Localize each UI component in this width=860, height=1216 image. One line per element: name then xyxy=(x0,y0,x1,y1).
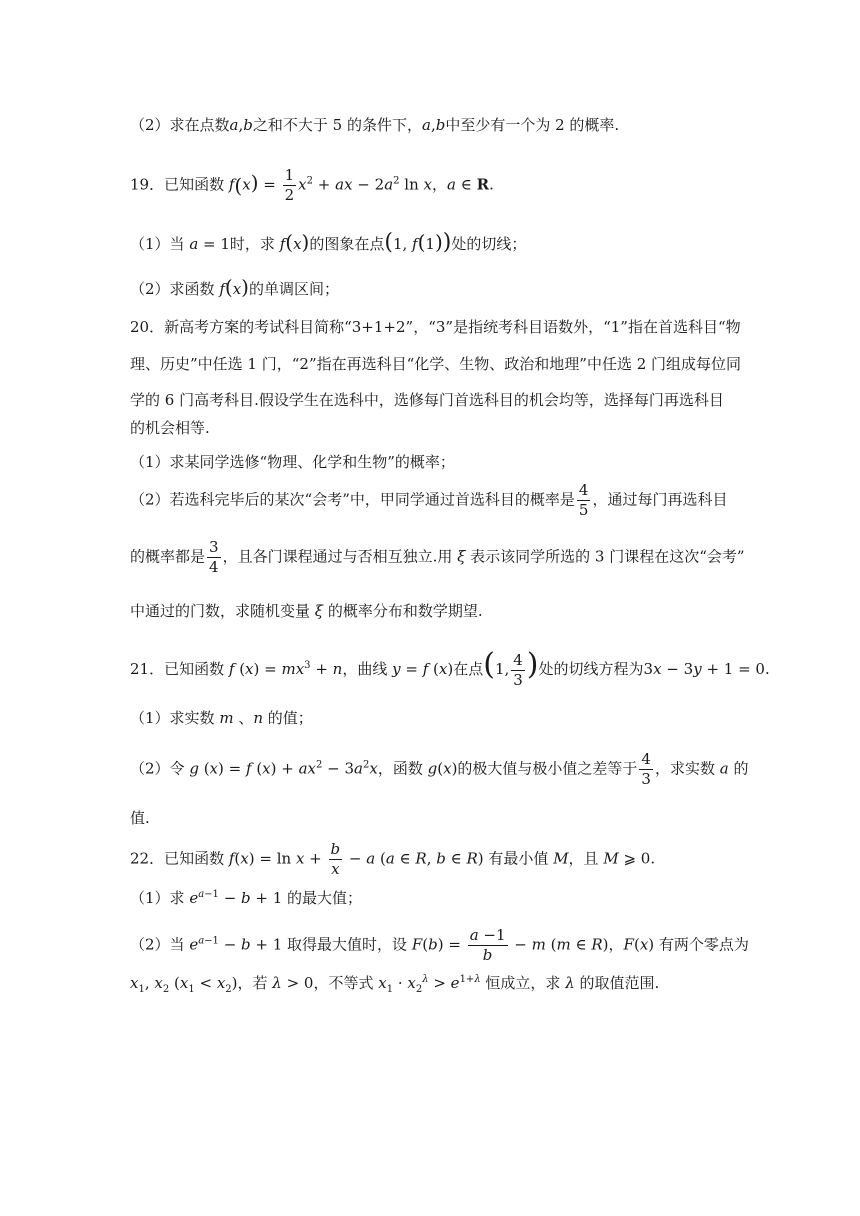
q21-part2-line2: 值. xyxy=(130,809,150,827)
q20-line2: 理、历史”中任选 1 门，“2”指在再选科目“化学、生物、政治和地理”中任选 2 门组成每位同 xyxy=(130,355,742,373)
q21-part2-line1: （2）令 g (x) = f $(x) + ax^2 - 3a^2x$，函数 g(x)的极大值与极小值之差等于 $\frac{4}{3}$ ，求实数 a 的 xyxy=(130,750,749,788)
q19-part2: （2）求函数 f(x)的单调区间； xyxy=(130,275,339,299)
q21-part1: （1）求实数 m 、n 的值； xyxy=(130,709,313,727)
q20-part2-line3: 中通过的门数，求随机变量 ξ 的概率分布和数学期望. xyxy=(130,602,483,620)
q19-stem: 19．已知函数 f(x) = $\frac{1}{2}$ $x^2$ + ax − $2a^2$ ln x，a ∈ R. xyxy=(130,166,494,204)
q20-line4: 的机会相等. xyxy=(130,419,210,437)
q20-part1: （1）求某同学选修“物理、化学和生物”的概率； xyxy=(130,453,455,471)
q19-part1: （1）当 a = 1时，求 f(x)的图象在点(1, f(1))处的切线； xyxy=(130,230,527,255)
q22-part2-line2: $x_1$, $x_2$ $(x_1 < x_2)$，若 λ > 0，不等式 $x_1 \cdot x_2^\lambda > e^{1+\lambda}$ 恒成立，求 λ 的取值范围. xyxy=(130,974,660,995)
q22-part2-line1: （2）当 $e^{a-1} - b + 1$ 取得最大值时，设 F(b) = $\frac{a -1}{b}$ − m (m ∈ R)，F(x) 有两个零点为 xyxy=(130,926,749,964)
q21-stem: 21．已知函数 f $(x) = mx^3 + n$，曲线 y = f (x)在点(1, $\frac{4}{3}$ )处的切线方程为3x − 3y + 1 = 0. xyxy=(130,647,770,689)
q20-line3: 学的 6 门高考科目.假设学生在选科中，选修每门首选科目的机会均等，选择每门再选科目 xyxy=(130,391,724,409)
q20-part2-line1: （2）若选科完毕后的某次“会考”中，甲同学通过首选科目的概率是 $\frac{4}{5}$ ，通过每门再选科目 xyxy=(130,481,728,519)
q22-part1: （1）求 $e^{a-1} - b + 1$ 的最大值； xyxy=(130,889,363,907)
q22-stem: 22．已知函数 f(x) = ln x + $\frac{b}{x}$ − a (a ∈ R, b ∈ R) 有最小值 M，且 M ⩾ 0. xyxy=(130,840,656,878)
q18-part2: （2）求在点数a,b之和不大于 5 的条件下，a,b中至少有一个为 2 的概率. xyxy=(130,116,620,134)
q20-part2-line2: 的概率都是 $\frac{3}{4}$ ，且各门课程通过与否相互独立.用 ξ 表示该同学所选的 3 门课程在这次“会考” xyxy=(130,538,745,576)
q20-line1: 20．新高考方案的考试科目简称“3+1+2”，“3”是指统考科目语数外，“1”指在首选科目“物 xyxy=(130,318,741,336)
